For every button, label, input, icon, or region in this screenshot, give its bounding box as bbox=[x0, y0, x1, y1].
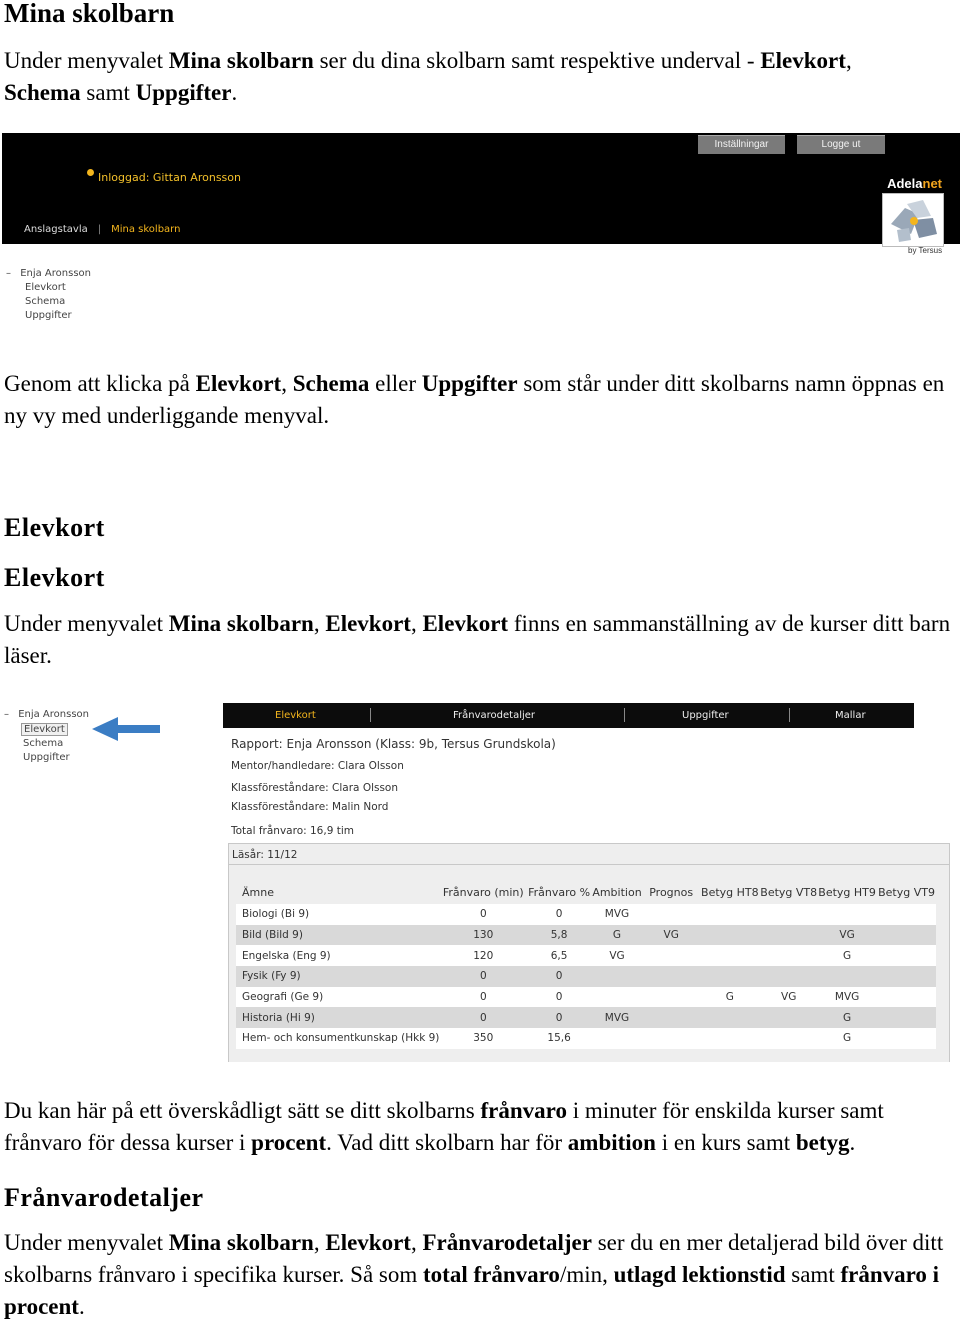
value-cell bbox=[877, 1007, 936, 1028]
value-cell: G bbox=[699, 987, 760, 1008]
student-tree-2 bbox=[4, 709, 89, 763]
value-cell bbox=[760, 904, 817, 925]
page-title: Mina skolbarn bbox=[4, 0, 175, 28]
table-row bbox=[236, 925, 936, 946]
tab-bar bbox=[223, 703, 914, 728]
student-name[interactable]: Enja Aronsson bbox=[20, 268, 91, 279]
brand-logo-text: Adelanet bbox=[887, 176, 942, 191]
value-cell bbox=[760, 945, 817, 966]
value-cell: 130 bbox=[439, 925, 527, 946]
tree-item-schema[interactable]: Schema bbox=[25, 296, 66, 307]
paragraph-absence: Du kan här på ett överskådligt sätt se ditt skolbarns frånvaro i minuter för enskilda kurser samt frånvaro för dessa kurser i procent. Vad ditt skolbarn har för ambition i en kurs samt betyg. bbox=[4, 1098, 884, 1155]
value-cell: 0 bbox=[527, 987, 591, 1008]
value-cell: 0 bbox=[527, 904, 591, 925]
value-cell: 0 bbox=[439, 987, 527, 1008]
value-cell bbox=[817, 904, 877, 925]
heading-franvarodetaljer: Frånvarodetaljer bbox=[4, 1183, 204, 1212]
class-teacher-2: Klassföreståndare: Malin Nord bbox=[231, 801, 389, 813]
table-row bbox=[236, 945, 936, 966]
value-cell bbox=[760, 1007, 817, 1028]
value-cell bbox=[817, 966, 877, 987]
value-cell bbox=[877, 925, 936, 946]
value-cell bbox=[591, 966, 643, 987]
tab-uppgifter[interactable]: Uppgifter bbox=[682, 710, 729, 721]
col-betyg-ht9[interactable]: Betyg HT9 bbox=[818, 886, 876, 899]
value-cell bbox=[877, 1028, 936, 1049]
report-title: Rapport: Enja Aronsson (Klass: 9b, Tersus Grundskola) bbox=[231, 737, 556, 751]
grades-table bbox=[236, 881, 936, 1049]
value-cell: 0 bbox=[527, 1007, 591, 1028]
value-cell: 120 bbox=[439, 945, 527, 966]
value-cell: 0 bbox=[439, 966, 527, 987]
value-cell: 15,6 bbox=[527, 1028, 591, 1049]
value-cell bbox=[699, 1028, 760, 1049]
value-cell: 5,8 bbox=[527, 925, 591, 946]
value-cell: G bbox=[817, 945, 877, 966]
table-row bbox=[236, 987, 936, 1008]
main-nav: Anslagstavla | Mina skolbarn bbox=[24, 224, 181, 235]
subject-cell: Engelska (Eng 9) bbox=[236, 945, 439, 966]
value-cell bbox=[699, 925, 760, 946]
heading-elevkort: Elevkort bbox=[4, 513, 105, 542]
col-betyg-vt8[interactable]: Betyg VT8 bbox=[760, 886, 818, 899]
value-cell bbox=[643, 987, 699, 1008]
school-year-label: Läsår: 11/12 bbox=[232, 849, 298, 861]
table-row bbox=[236, 1007, 936, 1028]
student-name[interactable]: Enja Aronsson bbox=[18, 709, 89, 720]
col-ambition[interactable]: Ambition bbox=[592, 886, 642, 899]
value-cell: VG bbox=[591, 945, 643, 966]
byline: by Tersus bbox=[908, 246, 943, 255]
value-cell bbox=[643, 1007, 699, 1028]
tab-elevkort[interactable]: Elevkort bbox=[275, 710, 316, 721]
subject-cell: Bild (Bild 9) bbox=[236, 925, 439, 946]
paragraph-franvarodetaljer: Under menyvalet Mina skolbarn, Elevkort, Frånvarodetaljer ser du en mer detaljerad bild över ditt skolbarns frånvaro i specifika kurser. Så som total frånvaro/min, utlagd lektionstid samt frånvaro i procent. bbox=[4, 1230, 944, 1319]
logout-button[interactable]: Logge ut bbox=[797, 135, 885, 154]
collapse-icon[interactable]: – bbox=[6, 268, 11, 279]
value-cell bbox=[699, 904, 760, 925]
value-cell bbox=[760, 925, 817, 946]
tab-mallar[interactable]: Mallar bbox=[835, 710, 866, 721]
value-cell bbox=[643, 945, 699, 966]
intro-paragraph: Under menyvalet Mina skolbarn ser du dina skolbarn samt respektive underval - Elevkort, Schema samt Uppgifter. bbox=[4, 48, 852, 105]
table-row bbox=[236, 966, 936, 987]
value-cell: 0 bbox=[527, 966, 591, 987]
nav-anslagstavla[interactable]: Anslagstavla bbox=[24, 224, 88, 235]
value-cell: 350 bbox=[439, 1028, 527, 1049]
value-cell bbox=[699, 945, 760, 966]
value-cell bbox=[877, 966, 936, 987]
grades-panel bbox=[228, 843, 950, 1062]
settings-button[interactable]: Inställningar bbox=[698, 135, 785, 154]
table-row bbox=[236, 1028, 936, 1049]
table-row bbox=[236, 904, 936, 925]
value-cell bbox=[643, 904, 699, 925]
value-cell: MVG bbox=[591, 1007, 643, 1028]
col-amne[interactable]: Ämne bbox=[242, 886, 274, 899]
col-franvaro-pct[interactable]: Frånvaro % bbox=[528, 886, 591, 899]
value-cell bbox=[643, 1028, 699, 1049]
value-cell: 6,5 bbox=[527, 945, 591, 966]
value-cell bbox=[760, 1028, 817, 1049]
value-cell: 0 bbox=[439, 904, 527, 925]
subject-cell: Historia (Hi 9) bbox=[236, 1007, 439, 1028]
value-cell bbox=[699, 1007, 760, 1028]
logged-in-label: Inloggad: Gittan Aronsson bbox=[98, 171, 241, 184]
col-franvaro-min[interactable]: Frånvaro (min) bbox=[442, 886, 524, 899]
tree-item-schema[interactable]: Schema bbox=[23, 738, 64, 749]
subject-cell: Hem- och konsumentkunskap (Hkk 9) bbox=[236, 1028, 439, 1049]
student-tree bbox=[6, 268, 91, 321]
arrow-left-icon bbox=[92, 716, 162, 742]
value-cell bbox=[591, 1028, 643, 1049]
value-cell bbox=[699, 966, 760, 987]
class-teacher-1: Klassföreståndare: Clara Olsson bbox=[231, 782, 399, 794]
value-cell bbox=[591, 987, 643, 1008]
value-cell: G bbox=[817, 1028, 877, 1049]
nav-mina-skolbarn[interactable]: Mina skolbarn bbox=[111, 224, 181, 235]
col-betyg-ht8[interactable]: Betyg HT8 bbox=[701, 886, 759, 899]
tree-item-elevkort-selected[interactable]: Elevkort bbox=[21, 723, 68, 736]
value-cell: VG bbox=[817, 925, 877, 946]
col-prognos[interactable]: Prognos bbox=[649, 886, 694, 899]
value-cell: MVG bbox=[591, 904, 643, 925]
subheading-elevkort: Elevkort bbox=[4, 563, 105, 592]
paragraph-navigation: Genom att klicka på Elevkort, Schema eller Uppgifter som står under ditt skolbarns namn öppnas en ny vy med underliggande menyval. bbox=[4, 371, 945, 428]
value-cell: 0 bbox=[439, 1007, 527, 1028]
value-cell bbox=[877, 945, 936, 966]
total-absence: Total frånvaro: 16,9 tim bbox=[231, 825, 354, 837]
value-cell bbox=[643, 966, 699, 987]
collapse-icon[interactable]: – bbox=[4, 709, 9, 720]
value-cell: VG bbox=[760, 987, 817, 1008]
tree-item-uppgifter[interactable]: Uppgifter bbox=[23, 752, 70, 763]
table-header-row bbox=[236, 881, 936, 904]
mentor-label: Mentor/handledare: Clara Olsson bbox=[231, 760, 404, 772]
value-cell: VG bbox=[643, 925, 699, 946]
tree-item-uppgifter[interactable]: Uppgifter bbox=[25, 310, 72, 321]
value-cell bbox=[877, 987, 936, 1008]
col-betyg-vt9[interactable]: Betyg VT9 bbox=[878, 886, 935, 899]
app-header bbox=[2, 133, 960, 244]
status-dot-icon bbox=[87, 169, 94, 176]
subject-cell: Biologi (Bi 9) bbox=[236, 904, 439, 925]
value-cell: G bbox=[591, 925, 643, 946]
value-cell bbox=[760, 966, 817, 987]
value-cell bbox=[877, 904, 936, 925]
value-cell: MVG bbox=[817, 987, 877, 1008]
paragraph-elevkort: Under menyvalet Mina skolbarn, Elevkort, Elevkort finns en sammanställning av de kurser ditt barn läser. bbox=[4, 611, 951, 668]
subject-cell: Fysik (Fy 9) bbox=[236, 966, 439, 987]
adelanet-logo-icon bbox=[882, 193, 944, 247]
value-cell: G bbox=[817, 1007, 877, 1028]
subject-cell: Geografi (Ge 9) bbox=[236, 987, 439, 1008]
tab-franvarodetaljer[interactable]: Frånvarodetaljer bbox=[453, 710, 536, 721]
tree-item-elevkort[interactable]: Elevkort bbox=[25, 282, 66, 293]
